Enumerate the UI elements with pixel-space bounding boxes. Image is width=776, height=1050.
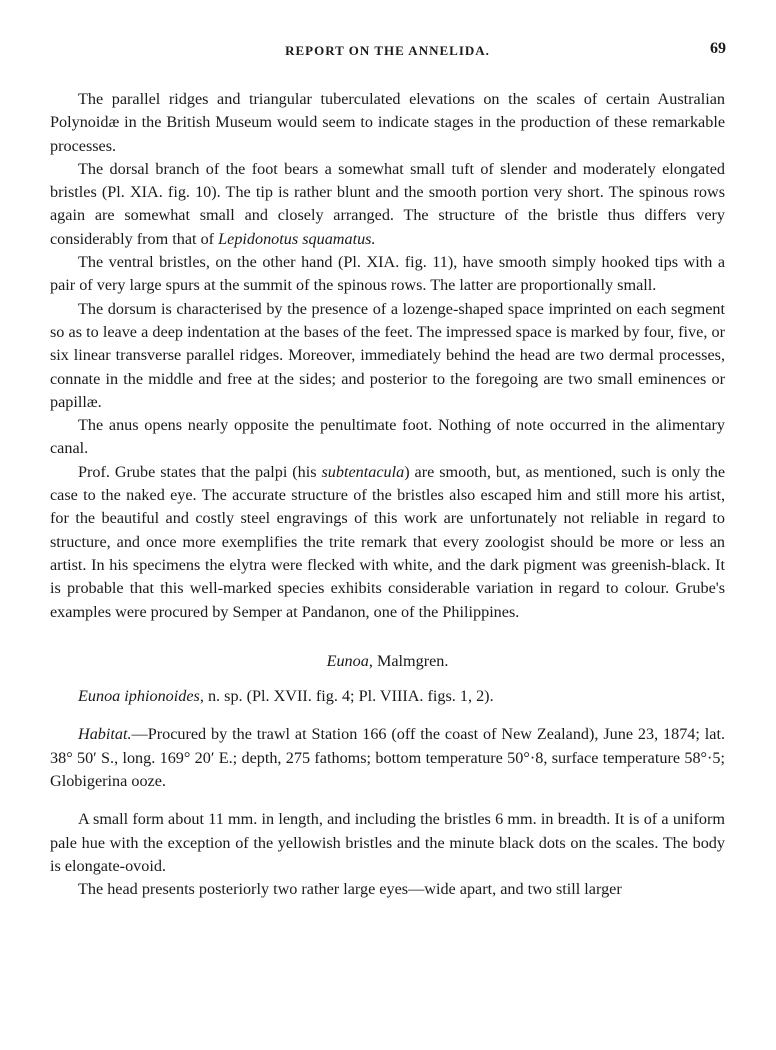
paragraph-dorsal-branch [50, 158, 725, 251]
paragraph-grube [50, 461, 725, 624]
dorsal-branch-text: The dorsal branch of the foot bears a somewhat small tuft of slender and moderately elongated bristles (Pl. XIA. fig. 10). The tip is rather blunt and the smooth portion very short. The spinous rows again are somewhat small and closely arranged. The structure of the bristle thus differs very considerably from that of [50, 159, 725, 248]
species-name: Eunoa iphionoides [78, 687, 200, 706]
paragraph-ridges: The parallel ridges and triangular tuberculated elevations on the scales of certain Australian Polynoidæ in the British Museum would seem to indicate stages in the production of these remarkable processes. [50, 90, 725, 155]
body-text [50, 88, 725, 902]
genus-authority: , Malmgren. [368, 651, 449, 670]
species-details: , n. sp. (Pl. XVII. fig. 4; Pl. VIIIA. figs. 1, 2). [199, 687, 494, 706]
taxon-lepidonotus: Lepidonotus squamatus. [218, 229, 376, 248]
habitat-paragraph [50, 723, 725, 793]
genus-heading [50, 650, 725, 673]
description-paragraph: A small form about 11 mm. in length, and including the bristles 6 mm. in breadth. It is of a uniform pale hue with the exception of the yellowish bristles and the minute black dots on the scales. The body is elongate-ovoid. [50, 810, 725, 875]
paragraph-dorsum: The dorsum is characterised by the presence of a lozenge-shaped space imprinted on each segment so as to leave a deep indentation at the bases of the feet. The impressed space is marked by four, five, or six linear transverse parallel ridges. Moreover, immediately behind the head are two dermal processes, connate in the middle and free at the sides; and posterior to the foregoing are two small eminences or papillæ. [50, 299, 725, 411]
habitat-label: Habitat. [78, 725, 132, 744]
grube-text-b: ) are smooth, but, as mentioned, such is only the case to the naked eye. The accurate structure of the bristles also escaped him and still more his artist, for the beautiful and costly steel engravings of this work are unfortunately not reliable in regard to structure, and once more exemplifies the trite remark that every zoologist should be more or less an artist. In his specimens the elytra were flecked with white, and the dark pigment was greenish-black. It is probable that this well-marked species exhibits considerable variation in regard to colour. Grube's examples were procured by Semper at Pandanon, one of the Philippines. [50, 462, 726, 621]
species-heading [50, 685, 725, 708]
head-description-paragraph: The head presents posteriorly two rather large eyes—wide apart, and two still larger [78, 880, 622, 899]
running-head: REPORT ON THE ANNELIDA. [285, 43, 490, 58]
term-subtentacula: subtentacula [321, 462, 405, 481]
paragraph-anus: The anus opens nearly opposite the penultimate foot. Nothing of note occurred in the alimentary canal. [50, 416, 725, 458]
habitat-text: —Procured by the trawl at Station 166 (off the coast of New Zealand), June 23, 1874; lat. 38° 50′ S., long. 169° 20′ E.; depth, 275 fathoms; bottom temperature 50°·8, surface temperature 58°·5; Globigerina ooze. [50, 725, 725, 791]
paragraph-ventral-bristles: The ventral bristles, on the other hand (Pl. XIA. fig. 11), have smooth simply hooked tips with a pair of very large spurs at the summit of the spinous rows. The latter are proportionally small. [50, 253, 725, 295]
grube-text-a: Prof. Grube states that the palpi (his [78, 462, 322, 481]
genus-name: Eunoa [326, 651, 369, 670]
page-number: 69 [710, 40, 726, 57]
